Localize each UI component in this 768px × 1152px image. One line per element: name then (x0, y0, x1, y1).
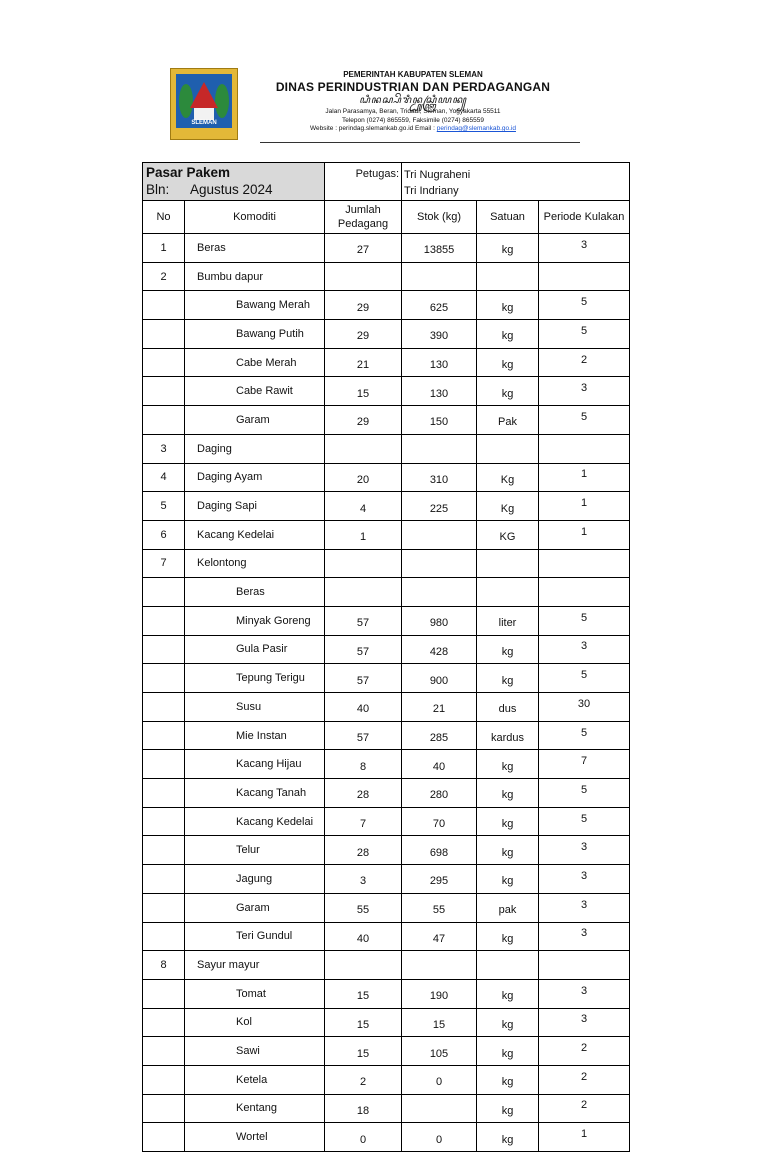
unit-value: dus (477, 693, 539, 722)
trader-count: 40 (325, 922, 402, 951)
commodity-name: Kentang (185, 1094, 325, 1123)
unit-value: kg (477, 1094, 539, 1123)
officer-name: Tri Indriany (404, 185, 459, 197)
stock-amount: 130 (402, 348, 477, 377)
restock-period: 2 (539, 348, 630, 377)
restock-period: 1 (539, 1123, 630, 1152)
commodity-name: Kol (185, 1008, 325, 1037)
col-period: Periode Kulakan (539, 201, 630, 234)
stock-amount: 428 (402, 635, 477, 664)
trader-count: 15 (325, 979, 402, 1008)
row-number (143, 1094, 185, 1123)
commodity-name: Susu (185, 693, 325, 722)
month-label: Bln: (146, 181, 170, 197)
unit-value: kg (477, 234, 539, 263)
stock-amount: 21 (402, 693, 477, 722)
restock-period: 2 (539, 1065, 630, 1094)
table-row (143, 635, 630, 664)
stock-amount: 225 (402, 492, 477, 521)
stock-amount: 130 (402, 377, 477, 406)
trader-count: 28 (325, 779, 402, 808)
table-row (143, 549, 630, 578)
stock-table (142, 162, 630, 1152)
restock-period: 5 (539, 807, 630, 836)
stock-amount: 40 (402, 750, 477, 779)
table-row (143, 721, 630, 750)
stock-amount (402, 434, 477, 463)
row-number (143, 635, 185, 664)
month-value: Agustus 2024 (190, 181, 273, 197)
commodity-name: Jagung (185, 865, 325, 894)
stock-amount: 55 (402, 893, 477, 922)
table-row (143, 578, 630, 607)
row-number (143, 865, 185, 894)
officer-label: Petugas: (325, 163, 402, 201)
stock-amount (402, 1094, 477, 1123)
website-label: Website : perindag.slemankab.go.id Email : (310, 125, 437, 132)
unit-value (477, 549, 539, 578)
row-number (143, 836, 185, 865)
trader-count: 15 (325, 1008, 402, 1037)
restock-period: 5 (539, 779, 630, 808)
restock-period: 2 (539, 1037, 630, 1066)
commodity-name: Kacang Kedelai (185, 520, 325, 549)
stock-amount: 150 (402, 406, 477, 435)
unit-value: kg (477, 348, 539, 377)
restock-period: 3 (539, 635, 630, 664)
commodity-name: Tomat (185, 979, 325, 1008)
trader-count: 1 (325, 520, 402, 549)
table-row (143, 1123, 630, 1152)
sleman-logo (170, 68, 238, 140)
trader-count: 57 (325, 664, 402, 693)
unit-value: kg (477, 1008, 539, 1037)
table-row (143, 234, 630, 263)
letterhead-rule (260, 142, 580, 143)
email-link[interactable]: perindag@slemankab.go.id (436, 125, 516, 132)
commodity-name: Daging Sapi (185, 492, 325, 521)
commodity-name: Cabe Merah (185, 348, 325, 377)
restock-period: 3 (539, 922, 630, 951)
restock-period: 3 (539, 1008, 630, 1037)
restock-period (539, 951, 630, 980)
unit-value: kg (477, 291, 539, 320)
restock-period: 3 (539, 865, 630, 894)
commodity-name: Sayur mayur (185, 951, 325, 980)
stock-amount (402, 520, 477, 549)
table-row (143, 377, 630, 406)
market-name: Pasar Pakem (146, 164, 231, 180)
stock-amount: 105 (402, 1037, 477, 1066)
trader-count: 29 (325, 291, 402, 320)
table-row (143, 951, 630, 980)
row-number: 7 (143, 549, 185, 578)
commodity-name: Cabe Rawit (185, 377, 325, 406)
commodity-name: Kacang Kedelai (185, 807, 325, 836)
commodity-name: Daging (185, 434, 325, 463)
restock-period (539, 434, 630, 463)
commodity-name: Ketela (185, 1065, 325, 1094)
row-number (143, 922, 185, 951)
website-line (246, 125, 580, 134)
table-row (143, 463, 630, 492)
unit-value: Kg (477, 492, 539, 521)
unit-value: kg (477, 836, 539, 865)
restock-period: 5 (539, 721, 630, 750)
stock-amount: 285 (402, 721, 477, 750)
restock-period: 3 (539, 836, 630, 865)
row-number (143, 320, 185, 349)
commodity-name: Kelontong (185, 549, 325, 578)
unit-value: liter (477, 606, 539, 635)
unit-value: kg (477, 979, 539, 1008)
trader-count: 21 (325, 348, 402, 377)
stock-amount: 698 (402, 836, 477, 865)
trader-count: 20 (325, 463, 402, 492)
trader-count (325, 951, 402, 980)
table-row (143, 922, 630, 951)
trader-count: 57 (325, 721, 402, 750)
trader-count: 28 (325, 836, 402, 865)
stock-amount: 0 (402, 1065, 477, 1094)
row-number: 4 (143, 463, 185, 492)
stock-amount: 310 (402, 463, 477, 492)
restock-period (539, 578, 630, 607)
col-no: No (143, 201, 185, 234)
unit-value: kg (477, 779, 539, 808)
commodity-name: Bawang Putih (185, 320, 325, 349)
department-name: DINAS PERINDUSTRIAN DAN PERDAGANGAN (275, 80, 551, 94)
restock-period: 5 (539, 606, 630, 635)
unit-value: pak (477, 893, 539, 922)
row-number (143, 693, 185, 722)
restock-period: 3 (539, 377, 630, 406)
commodity-name: Beras (185, 234, 325, 263)
commodity-name: Wortel (185, 1123, 325, 1152)
trader-count: 40 (325, 693, 402, 722)
table-row (143, 434, 630, 463)
stock-amount: 47 (402, 922, 477, 951)
commodity-name: Garam (185, 893, 325, 922)
trader-count: 0 (325, 1123, 402, 1152)
table-row (143, 807, 630, 836)
commodity-name: Kacang Tanah (185, 779, 325, 808)
stock-amount: 900 (402, 664, 477, 693)
trader-count: 8 (325, 750, 402, 779)
unit-value: KG (477, 520, 539, 549)
address-line: Jalan Parasamya, Beran, Tridadi, Sleman, Yogyakarta 55511 (325, 108, 501, 115)
table-row (143, 1037, 630, 1066)
trader-count (325, 549, 402, 578)
col-unit: Satuan (477, 201, 539, 234)
row-number (143, 807, 185, 836)
stock-report-sheet (142, 162, 630, 1152)
row-number (143, 1065, 185, 1094)
letterhead (168, 66, 580, 144)
unit-value: kg (477, 664, 539, 693)
stock-amount: 390 (402, 320, 477, 349)
stock-amount: 13855 (402, 234, 477, 263)
trader-count: 7 (325, 807, 402, 836)
commodity-name: Kacang Hijau (185, 750, 325, 779)
restock-period: 5 (539, 291, 630, 320)
unit-value (477, 951, 539, 980)
stock-amount: 280 (402, 779, 477, 808)
col-commodity: Komoditi (185, 201, 325, 234)
row-number: 6 (143, 520, 185, 549)
commodity-name: Telur (185, 836, 325, 865)
trader-count: 29 (325, 406, 402, 435)
table-row (143, 1094, 630, 1123)
table-row (143, 779, 630, 808)
row-number: 1 (143, 234, 185, 263)
unit-value: kg (477, 807, 539, 836)
trader-count: 2 (325, 1065, 402, 1094)
unit-value: Pak (477, 406, 539, 435)
table-row (143, 750, 630, 779)
restock-period: 7 (539, 750, 630, 779)
trader-count: 18 (325, 1094, 402, 1123)
row-number (143, 1008, 185, 1037)
trader-count: 4 (325, 492, 402, 521)
unit-value: kg (477, 865, 539, 894)
unit-value: kg (477, 1037, 539, 1066)
row-number (143, 406, 185, 435)
commodity-name: Daging Ayam (185, 463, 325, 492)
unit-value: kg (477, 1065, 539, 1094)
letterhead-text (246, 70, 580, 134)
trader-count: 55 (325, 893, 402, 922)
row-number: 3 (143, 434, 185, 463)
trader-count: 57 (325, 606, 402, 635)
table-row (143, 320, 630, 349)
table-row (143, 664, 630, 693)
trader-count: 15 (325, 377, 402, 406)
row-number (143, 779, 185, 808)
stock-amount: 190 (402, 979, 477, 1008)
officer-names (402, 163, 630, 201)
restock-period: 3 (539, 979, 630, 1008)
row-number (143, 377, 185, 406)
stock-amount: 15 (402, 1008, 477, 1037)
government-name: PEMERINTAH KABUPATEN SLEMAN (343, 70, 483, 79)
unit-value: Kg (477, 463, 539, 492)
trader-count (325, 578, 402, 607)
restock-period: 1 (539, 492, 630, 521)
row-number (143, 348, 185, 377)
commodity-name: Beras (185, 578, 325, 607)
row-number: 8 (143, 951, 185, 980)
table-row (143, 520, 630, 549)
stock-amount: 0 (402, 1123, 477, 1152)
row-number (143, 578, 185, 607)
stock-amount (402, 951, 477, 980)
stock-amount: 70 (402, 807, 477, 836)
restock-period: 3 (539, 893, 630, 922)
table-row (143, 1065, 630, 1094)
table-row (143, 836, 630, 865)
table-row (143, 606, 630, 635)
restock-period: 1 (539, 520, 630, 549)
row-number (143, 893, 185, 922)
commodity-name: Gula Pasir (185, 635, 325, 664)
trader-count: 27 (325, 234, 402, 263)
table-row (143, 893, 630, 922)
restock-period: 5 (539, 320, 630, 349)
row-number: 2 (143, 262, 185, 291)
row-number (143, 606, 185, 635)
stock-amount: 980 (402, 606, 477, 635)
table-row (143, 406, 630, 435)
unit-value: kg (477, 320, 539, 349)
table-row (143, 262, 630, 291)
row-number (143, 664, 185, 693)
trader-count: 29 (325, 320, 402, 349)
table-row (143, 693, 630, 722)
stock-amount (402, 262, 477, 291)
commodity-name: Tepung Terigu (185, 664, 325, 693)
table-body (143, 234, 630, 1152)
trader-count (325, 434, 402, 463)
row-number (143, 1123, 185, 1152)
unit-value: kardus (477, 721, 539, 750)
restock-period (539, 549, 630, 578)
month-row (143, 181, 324, 199)
col-traders: Jumlah Pedagang (325, 201, 402, 234)
row-number: 5 (143, 492, 185, 521)
unit-value: kg (477, 635, 539, 664)
row-number (143, 291, 185, 320)
stock-amount (402, 578, 477, 607)
phone-line: Telepon (0274) 865559, Faksimile (0274) 865559 (341, 116, 484, 124)
trader-count (325, 262, 402, 291)
row-number (143, 979, 185, 1008)
commodity-name: Garam (185, 406, 325, 435)
stock-amount (402, 549, 477, 578)
commodity-name: Teri Gundul (185, 922, 325, 951)
col-stock: Stok (kg) (402, 201, 477, 234)
row-number (143, 1037, 185, 1066)
unit-value (477, 578, 539, 607)
officer-name: Tri Nugraheni (404, 169, 471, 181)
commodity-name: Mie Instan (185, 721, 325, 750)
commodity-name: Bumbu dapur (185, 262, 325, 291)
restock-period (539, 262, 630, 291)
unit-value: kg (477, 377, 539, 406)
restock-period: 5 (539, 664, 630, 693)
restock-period: 30 (539, 693, 630, 722)
restock-period: 3 (539, 234, 630, 263)
table-row (143, 979, 630, 1008)
trader-count: 57 (325, 635, 402, 664)
commodity-name: Sawi (185, 1037, 325, 1066)
unit-value (477, 434, 539, 463)
row-number (143, 750, 185, 779)
table-row (143, 865, 630, 894)
javanese-script-line: ꦝꦶꦤꦱ꧀ꦥꦼꦫꦶꦤ꧀ꦝꦸꦱ꧀ꦠꦿꦶꦪꦤ꧀ (359, 95, 467, 106)
trader-count: 15 (325, 1037, 402, 1066)
row-number (143, 721, 185, 750)
stock-amount: 625 (402, 291, 477, 320)
restock-period: 1 (539, 463, 630, 492)
restock-period: 5 (539, 406, 630, 435)
commodity-name: Minyak Goreng (185, 606, 325, 635)
table-row (143, 492, 630, 521)
logo-label: SLEMAN (176, 120, 232, 126)
unit-value (477, 262, 539, 291)
table-row (143, 1008, 630, 1037)
unit-value: kg (477, 922, 539, 951)
table-row (143, 348, 630, 377)
unit-value: kg (477, 1123, 539, 1152)
stock-amount: 295 (402, 865, 477, 894)
column-header-row (143, 201, 630, 234)
commodity-name: Bawang Merah (185, 291, 325, 320)
market-info-cell (143, 163, 325, 201)
table-row (143, 291, 630, 320)
trader-count: 3 (325, 865, 402, 894)
unit-value: kg (477, 750, 539, 779)
restock-period: 2 (539, 1094, 630, 1123)
